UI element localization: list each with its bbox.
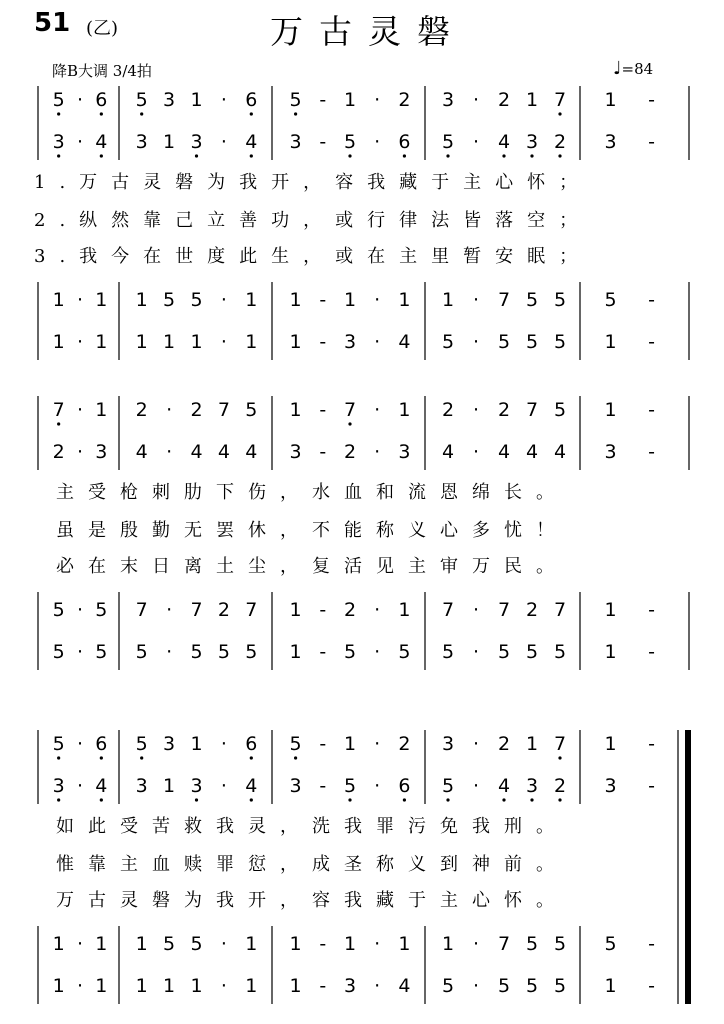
alto-note: 4 (245, 441, 258, 463)
bass-note: 5 (441, 975, 455, 997)
alto-note: 4 (95, 775, 108, 797)
bass-note: · (374, 641, 381, 663)
soprano-low-dot (100, 112, 103, 115)
alto-note: 3 (604, 131, 617, 153)
soprano-low-dot (558, 112, 561, 115)
alto-low-dot (100, 798, 103, 801)
bass-note: 1 (604, 331, 617, 353)
bass-note: - (319, 331, 327, 353)
lyric-line: 万古灵磐为我开，容我藏于主心怀。 (56, 890, 568, 911)
alto-low-dot (195, 154, 198, 157)
bass-note: - (319, 641, 327, 663)
soprano-note: 1 (289, 399, 302, 421)
alto-note: - (648, 441, 655, 463)
alto-note: 3 (190, 131, 203, 153)
soprano-note: · (472, 399, 480, 421)
alto-low-dot (250, 798, 253, 801)
alto-low-dot (57, 798, 60, 801)
alto-note: 3 (135, 775, 148, 797)
lyric-line: 主受枪刺肋下伤，水血和流恩绵长。 (56, 482, 568, 503)
tenor-note: 5 (52, 599, 65, 621)
bass-note: · (76, 641, 84, 663)
alto-note: 5 (441, 131, 455, 153)
lyric-line: 如此受苦救我灵，洗我罪污免我刑。 (56, 816, 568, 837)
alto-note: 4 (497, 441, 511, 463)
soprano-note: 5 (135, 89, 148, 111)
alto-note: 3 (52, 131, 65, 153)
tenor-note: · (374, 933, 381, 955)
tenor-note: 1 (441, 933, 455, 955)
soprano-note: 7 (553, 733, 567, 755)
soprano-note: 3 (163, 733, 176, 755)
alto-low-dot (57, 154, 60, 157)
soprano-low-dot (140, 756, 143, 759)
alto-note: 4 (553, 441, 567, 463)
tenor-note: 1 (398, 599, 411, 621)
soprano-note: · (76, 89, 84, 111)
alto-low-dot (558, 798, 561, 801)
quarter-note-icon: ♩ (613, 58, 622, 79)
bass-note: - (648, 641, 655, 663)
bass-note: 1 (604, 975, 617, 997)
soprano-note: 7 (553, 89, 567, 111)
soprano-note: 1 (343, 89, 357, 111)
hymn-variant-label: (乙) (86, 18, 119, 39)
tenor-note: · (76, 289, 84, 311)
tenor-note: 5 (604, 933, 617, 955)
tenor-note: 7 (135, 599, 148, 621)
alto-note: 3 (52, 775, 65, 797)
soprano-note: - (319, 399, 327, 421)
alto-note: · (374, 441, 381, 463)
tenor-note: 1 (604, 599, 617, 621)
tenor-note: 1 (135, 933, 148, 955)
alto-low-dot (250, 154, 253, 157)
bass-note: 5 (525, 641, 539, 663)
tenor-note: 5 (190, 933, 203, 955)
soprano-low-dot (558, 756, 561, 759)
alto-note: · (76, 441, 84, 463)
alto-note: 3 (190, 775, 203, 797)
final-barline (685, 730, 691, 1004)
alto-note: · (76, 775, 84, 797)
bass-note: 5 (553, 331, 567, 353)
tenor-note: 1 (398, 289, 411, 311)
alto-note: 4 (135, 441, 148, 463)
tenor-note: 5 (525, 289, 539, 311)
bass-note: - (648, 331, 655, 353)
alto-note: 2 (52, 441, 65, 463)
bass-note: 4 (398, 331, 411, 353)
bass-note: 1 (135, 331, 148, 353)
bass-note: 1 (289, 975, 302, 997)
alto-note: 4 (497, 131, 511, 153)
soprano-note: · (76, 399, 84, 421)
soprano-note: 2 (135, 399, 148, 421)
bass-note: · (166, 641, 173, 663)
alto-low-dot (446, 798, 449, 801)
tenor-note: 1 (52, 933, 65, 955)
bass-note: 1 (245, 975, 258, 997)
tenor-note: - (319, 289, 327, 311)
bass-note: · (76, 975, 84, 997)
lyric-line: 2.纵然靠己立善功，或行律法皆落空； (34, 210, 592, 231)
alto-note: - (319, 131, 327, 153)
soprano-note: 5 (52, 89, 65, 111)
alto-note: 3 (398, 441, 411, 463)
alto-note: · (472, 131, 480, 153)
tenor-note: 1 (289, 933, 302, 955)
soprano-note: 7 (217, 399, 230, 421)
soprano-note: 2 (190, 399, 203, 421)
tenor-note: 1 (135, 289, 148, 311)
alto-note: · (374, 775, 381, 797)
soprano-note: 5 (245, 399, 258, 421)
tenor-note: · (472, 599, 480, 621)
tenor-note: · (472, 933, 480, 955)
tenor-note: 7 (553, 599, 567, 621)
tenor-note: · (374, 289, 381, 311)
tenor-note: 5 (525, 933, 539, 955)
bass-note: 5 (217, 641, 230, 663)
tenor-note: 1 (343, 933, 357, 955)
alto-note: 3 (604, 441, 617, 463)
bass-note: 5 (497, 641, 511, 663)
lyric-line: 虽是殷勤无罢休，不能称义心多忧！ (56, 520, 568, 541)
bass-note: 1 (135, 975, 148, 997)
soprano-note: 2 (398, 89, 411, 111)
alto-note: 4 (525, 441, 539, 463)
bass-note: - (648, 975, 655, 997)
alto-note: - (648, 131, 655, 153)
bass-note: · (472, 975, 480, 997)
bass-note: · (472, 331, 480, 353)
alto-note: · (374, 131, 381, 153)
soprano-note: - (319, 733, 327, 755)
tenor-note: 1 (245, 289, 258, 311)
alto-note: 3 (95, 441, 108, 463)
soprano-low-dot (250, 112, 253, 115)
soprano-note: 1 (190, 89, 203, 111)
soprano-low-dot (57, 422, 60, 425)
bass-note: 1 (95, 975, 108, 997)
tenor-note: 1 (441, 289, 455, 311)
soprano-note: · (374, 733, 381, 755)
tenor-note: 7 (497, 289, 511, 311)
bass-note: 1 (604, 641, 617, 663)
tenor-note: 7 (497, 599, 511, 621)
alto-note: 5 (343, 775, 357, 797)
hymn-number: 51 (34, 8, 71, 38)
bass-note: 5 (95, 641, 108, 663)
alto-note: - (319, 775, 327, 797)
bass-note: 5 (441, 641, 455, 663)
alto-note: 3 (525, 131, 539, 153)
soprano-note: 1 (604, 399, 617, 421)
lyric-line: 3.我今在世度此生，或在主里暂安眠； (34, 246, 592, 267)
alto-note: 1 (163, 775, 176, 797)
bass-note: 4 (398, 975, 411, 997)
soprano-note: - (648, 89, 655, 111)
hymn-title: 万古灵磐 (270, 12, 466, 51)
tenor-note: - (648, 289, 655, 311)
soprano-note: 1 (525, 89, 539, 111)
soprano-note: 5 (553, 399, 567, 421)
soprano-note: · (374, 89, 381, 111)
tenor-note: 2 (525, 599, 539, 621)
alto-note: · (472, 441, 480, 463)
tenor-note: 2 (217, 599, 230, 621)
soprano-note: 2 (398, 733, 411, 755)
tenor-note: 1 (52, 289, 65, 311)
soprano-note: 5 (52, 733, 65, 755)
alto-low-dot (348, 798, 351, 801)
alto-low-dot (403, 798, 406, 801)
bass-note: 5 (525, 975, 539, 997)
alto-low-dot (403, 154, 406, 157)
soprano-note: · (472, 733, 480, 755)
alto-note: 3 (289, 131, 302, 153)
soprano-low-dot (140, 112, 143, 115)
soprano-note: 5 (289, 89, 302, 111)
alto-low-dot (558, 154, 561, 157)
bass-note: · (472, 641, 480, 663)
bass-note: 1 (95, 331, 108, 353)
alto-note: 4 (217, 441, 230, 463)
bass-note: · (220, 975, 227, 997)
tenor-note: 5 (553, 933, 567, 955)
alto-note: 4 (245, 131, 258, 153)
tenor-note: 1 (95, 933, 108, 955)
tenor-note: 5 (95, 599, 108, 621)
alto-low-dot (502, 154, 505, 157)
soprano-note: · (220, 733, 227, 755)
soprano-low-dot (57, 112, 60, 115)
soprano-note: · (220, 89, 227, 111)
bass-note: 3 (343, 975, 357, 997)
alto-note: 4 (245, 775, 258, 797)
alto-note: 5 (441, 775, 455, 797)
bass-note: 1 (289, 331, 302, 353)
soprano-note: - (319, 89, 327, 111)
soprano-note: - (648, 733, 655, 755)
soprano-low-dot (57, 756, 60, 759)
soprano-note: · (472, 89, 480, 111)
bass-note: 1 (163, 975, 176, 997)
soprano-low-dot (100, 756, 103, 759)
bass-note: · (374, 975, 381, 997)
soprano-note: 2 (497, 89, 511, 111)
tenor-note: - (319, 599, 327, 621)
tenor-note: 7 (497, 933, 511, 955)
bass-note: 5 (553, 641, 567, 663)
soprano-note: 3 (441, 733, 455, 755)
alto-note: 6 (398, 775, 411, 797)
alto-note: 3 (604, 775, 617, 797)
alto-note: - (319, 441, 327, 463)
alto-low-dot (348, 154, 351, 157)
bass-note: 3 (343, 331, 357, 353)
tenor-note: · (166, 599, 173, 621)
alto-note: 5 (343, 131, 357, 153)
alto-note: 3 (525, 775, 539, 797)
bass-note: 1 (245, 331, 258, 353)
tenor-note: 1 (245, 933, 258, 955)
alto-low-dot (502, 798, 505, 801)
bass-note: 5 (525, 331, 539, 353)
tenor-note: 1 (289, 289, 302, 311)
soprano-note: 1 (604, 733, 617, 755)
alto-note: · (76, 131, 84, 153)
bass-note: 5 (343, 641, 357, 663)
tenor-note: · (76, 933, 84, 955)
alto-note: 4 (95, 131, 108, 153)
key-meter-label: 降B大调 3/4拍 (52, 62, 152, 80)
alto-note: 2 (553, 131, 567, 153)
soprano-note: 1 (190, 733, 203, 755)
tenor-note: 2 (343, 599, 357, 621)
alto-note: · (220, 775, 227, 797)
alto-note: 4 (497, 775, 511, 797)
bass-note: 1 (163, 331, 176, 353)
lyric-line: 必在末日离土尘，复活见主审万民。 (56, 556, 568, 577)
soprano-note: 7 (525, 399, 539, 421)
alto-low-dot (530, 154, 533, 157)
tenor-note: · (220, 289, 227, 311)
tenor-note: 1 (398, 933, 411, 955)
bass-note: 1 (289, 641, 302, 663)
alto-note: 4 (441, 441, 455, 463)
alto-note: 6 (398, 131, 411, 153)
tenor-note: - (648, 933, 655, 955)
bass-note: 5 (497, 331, 511, 353)
tenor-note: 5 (163, 289, 176, 311)
soprano-note: 2 (497, 399, 511, 421)
soprano-note: 6 (245, 733, 258, 755)
bass-note: 1 (190, 975, 203, 997)
bass-note: 1 (190, 331, 203, 353)
lyric-line: 1.万古灵磐为我开，容我藏于主心怀； (34, 172, 592, 193)
soprano-low-dot (294, 756, 297, 759)
bass-note: 1 (52, 975, 65, 997)
lyric-line: 惟靠主血赎罪愆，成圣称义到神前。 (56, 854, 568, 875)
bass-note: 5 (497, 975, 511, 997)
bass-note: 5 (441, 331, 455, 353)
alto-low-dot (530, 798, 533, 801)
bass-note: 5 (190, 641, 203, 663)
alto-note: · (472, 775, 480, 797)
tenor-note: 5 (163, 933, 176, 955)
tenor-note: 1 (343, 289, 357, 311)
alto-note: 3 (289, 775, 302, 797)
soprano-note: 1 (525, 733, 539, 755)
soprano-low-dot (348, 422, 351, 425)
alto-note: 4 (190, 441, 203, 463)
tenor-note: · (374, 599, 381, 621)
bass-note: · (76, 331, 84, 353)
alto-note: · (166, 441, 173, 463)
tenor-note: · (472, 289, 480, 311)
alto-note: 1 (163, 131, 176, 153)
soprano-note: - (648, 399, 655, 421)
tenor-note: - (648, 599, 655, 621)
soprano-note: 1 (95, 399, 108, 421)
soprano-note: 5 (289, 733, 302, 755)
bass-note: 1 (52, 331, 65, 353)
tenor-note: - (319, 933, 327, 955)
soprano-note: 7 (343, 399, 357, 421)
soprano-note: 2 (441, 399, 455, 421)
tenor-note: 5 (190, 289, 203, 311)
soprano-note: 6 (95, 733, 108, 755)
tempo-value: =84 (621, 60, 654, 78)
soprano-note: 5 (135, 733, 148, 755)
soprano-note: · (166, 399, 173, 421)
bass-note: - (319, 975, 327, 997)
tenor-note: 1 (289, 599, 302, 621)
bass-note: 5 (135, 641, 148, 663)
tenor-note: 7 (245, 599, 258, 621)
tenor-note: 5 (553, 289, 567, 311)
soprano-note: 3 (441, 89, 455, 111)
soprano-note: 2 (497, 733, 511, 755)
tenor-note: · (220, 933, 227, 955)
alto-low-dot (446, 154, 449, 157)
bass-note: · (374, 331, 381, 353)
soprano-note: · (76, 733, 84, 755)
bass-note: 5 (553, 975, 567, 997)
alto-low-dot (100, 154, 103, 157)
tenor-note: 7 (190, 599, 203, 621)
tenor-note: · (76, 599, 84, 621)
bass-note: 5 (398, 641, 411, 663)
soprano-note: 3 (163, 89, 176, 111)
soprano-low-dot (294, 112, 297, 115)
alto-note: 3 (289, 441, 302, 463)
soprano-note: 6 (245, 89, 258, 111)
alto-note: 2 (553, 775, 567, 797)
bass-note: · (220, 331, 227, 353)
soprano-note: 6 (95, 89, 108, 111)
bass-note: 5 (245, 641, 258, 663)
tenor-note: 7 (441, 599, 455, 621)
alto-low-dot (195, 798, 198, 801)
soprano-note: 1 (604, 89, 617, 111)
soprano-note: 1 (343, 733, 357, 755)
alto-note: 2 (343, 441, 357, 463)
tenor-note: 5 (604, 289, 617, 311)
soprano-note: 1 (398, 399, 411, 421)
alto-note: · (220, 131, 227, 153)
tenor-note: 1 (95, 289, 108, 311)
alto-note: 3 (135, 131, 148, 153)
soprano-low-dot (250, 756, 253, 759)
alto-note: - (648, 775, 655, 797)
soprano-note: 7 (52, 399, 65, 421)
soprano-note: · (374, 399, 381, 421)
bass-note: 5 (52, 641, 65, 663)
